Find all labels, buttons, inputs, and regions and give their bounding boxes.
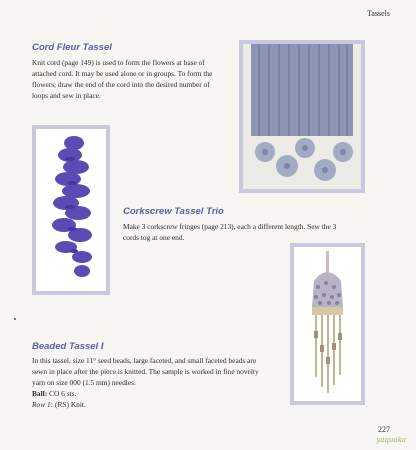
page-number: 227 bbox=[378, 425, 390, 434]
text-line: Knit cord (page 149) is used to form the flowers at base of bbox=[32, 58, 205, 67]
section-text-cord-fleur bbox=[32, 57, 232, 101]
text-line: Make 3 corkscrew fringes (page 213), each a different length. Sew the 3 bbox=[123, 222, 337, 231]
text-line: attached cord. It may be used alone or in groups. To form the bbox=[32, 69, 213, 78]
photo-cord-fleur-tassel bbox=[239, 40, 365, 193]
section-text-corkscrew-trio bbox=[123, 221, 373, 243]
section-title-beaded-tassel: Beaded Tassel I bbox=[32, 341, 104, 352]
margin-mark bbox=[14, 318, 16, 320]
corkscrew-illustration bbox=[36, 129, 106, 291]
section-title-corkscrew-trio: Corkscrew Tassel Trio bbox=[123, 206, 224, 217]
text-line: cords tog at one end. bbox=[123, 233, 185, 242]
row-label: Row 1: bbox=[32, 400, 54, 409]
ball-label: Ball: bbox=[32, 389, 48, 398]
photo-corkscrew-tassel-trio bbox=[32, 125, 110, 295]
beaded-tassel-illustration bbox=[294, 247, 361, 401]
photo-beaded-tassel bbox=[290, 243, 365, 405]
text-line: In this tassel, size 11° seed beads, large faceted, and small faceted beads are bbox=[32, 356, 257, 365]
text-line: flowers, draw the end of the cord into the desired number of bbox=[32, 80, 210, 89]
row-instruction: (RS) Knit. bbox=[53, 400, 86, 409]
watermark: yaquaka bbox=[376, 436, 406, 444]
running-head: Tassels bbox=[367, 9, 390, 18]
text-line: sewn in place after the piece is knitted. The sample is worked in fine novelty bbox=[32, 367, 259, 376]
section-text-beaded-tassel bbox=[32, 355, 287, 410]
ball-instruction: CO 6 sts. bbox=[47, 389, 77, 398]
cord-fleur-illustration bbox=[243, 44, 361, 189]
text-line: yarn on size 000 (1.5 mm) needles. bbox=[32, 378, 136, 387]
text-line: loops and sew in place. bbox=[32, 91, 101, 100]
section-title-cord-fleur: Cord Fleur Tassel bbox=[32, 42, 112, 53]
